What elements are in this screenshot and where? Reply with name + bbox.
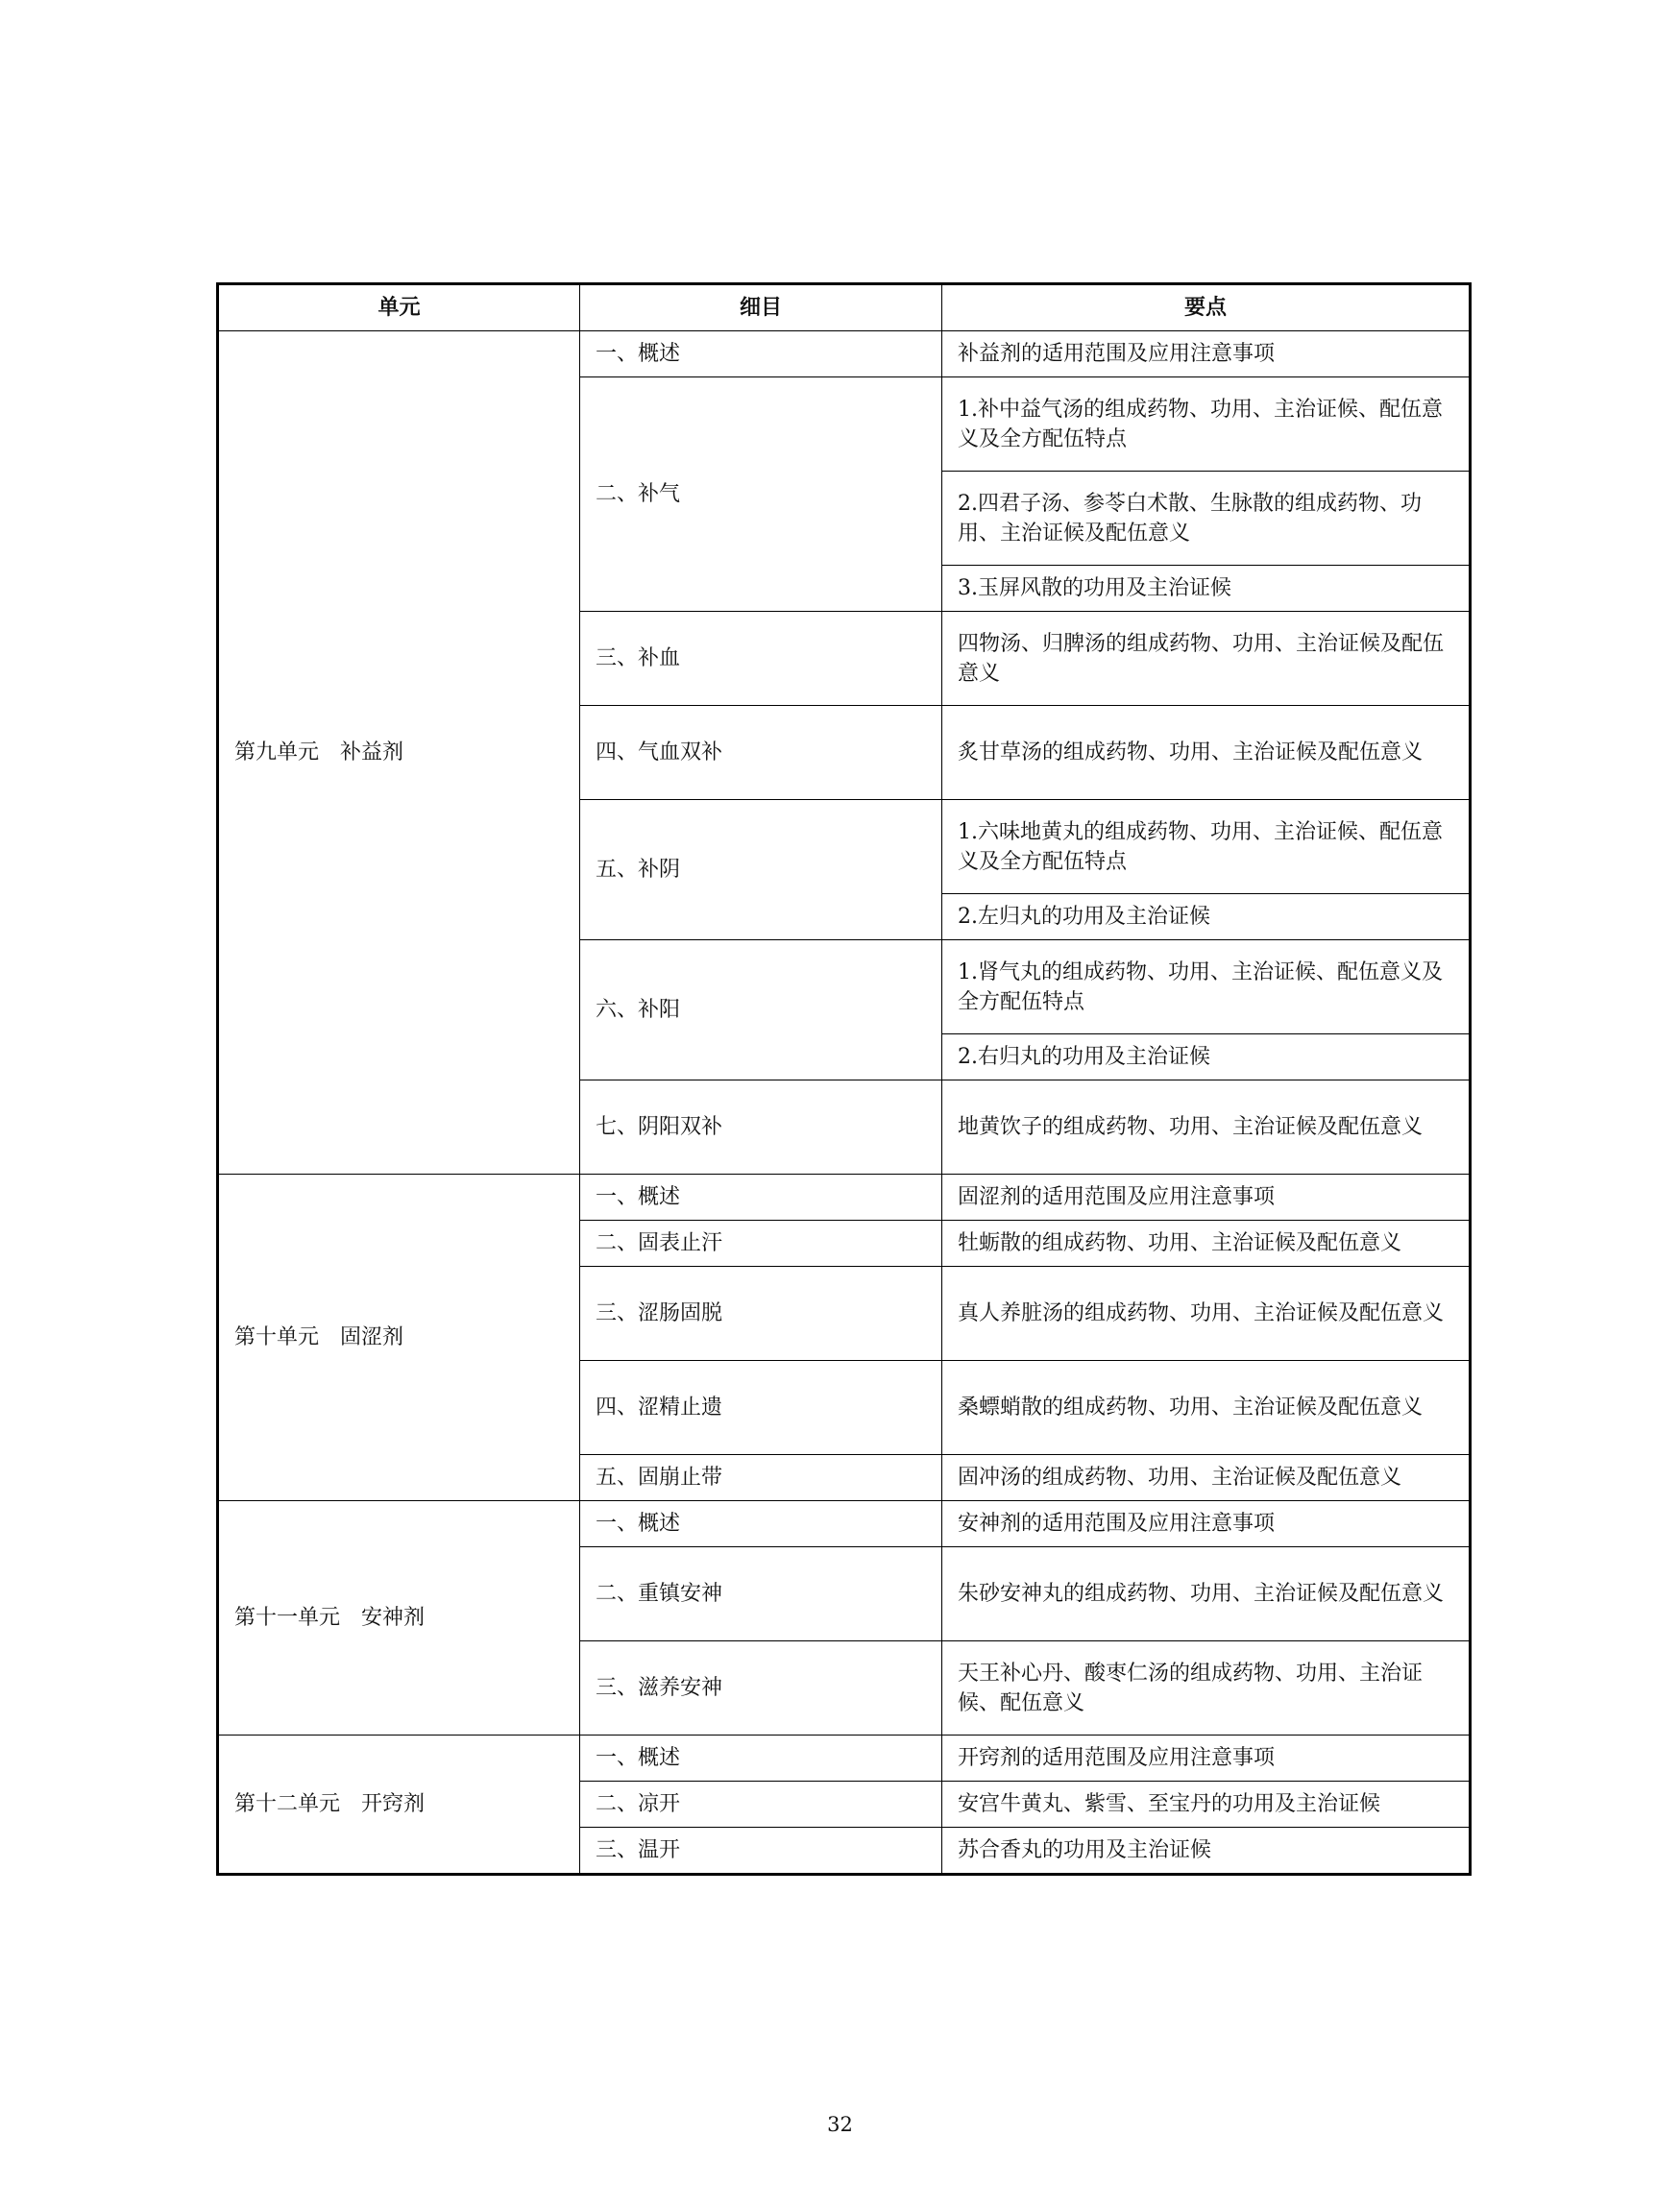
topic-cell: 六、补阳: [580, 940, 942, 1080]
point-cell: 地黄饮子的组成药物、功用、主治证候及配伍意义: [942, 1080, 1471, 1175]
header-points: 要点: [942, 284, 1471, 331]
point-cell: 桑螵蛸散的组成药物、功用、主治证候及配伍意义: [942, 1361, 1471, 1455]
unit-cell: 第十单元 固涩剂: [218, 1175, 580, 1501]
point-cell: 天王补心丹、酸枣仁汤的组成药物、功用、主治证候、配伍意义: [942, 1641, 1471, 1736]
topic-cell: 七、阴阳双补: [580, 1080, 942, 1175]
header-unit: 单元: [218, 284, 580, 331]
topic-cell: 二、固表止汗: [580, 1221, 942, 1267]
syllabus-table: [216, 282, 1472, 1876]
topic-cell: 二、补气: [580, 377, 942, 612]
point-cell: 1.六味地黄丸的组成药物、功用、主治证候、配伍意义及全方配伍特点: [942, 800, 1471, 894]
table-body: [218, 331, 1471, 1875]
topic-cell: 五、补阴: [580, 800, 942, 940]
unit-cell: 第九单元 补益剂: [218, 331, 580, 1175]
point-cell: 开窍剂的适用范围及应用注意事项: [942, 1736, 1471, 1782]
unit-cell: 第十二单元 开窍剂: [218, 1736, 580, 1875]
table-header: [218, 284, 1471, 331]
topic-cell: 五、固崩止带: [580, 1455, 942, 1501]
point-cell: 安神剂的适用范围及应用注意事项: [942, 1501, 1471, 1547]
header-row: [218, 284, 1471, 331]
point-cell: 固涩剂的适用范围及应用注意事项: [942, 1175, 1471, 1221]
topic-cell: 二、凉开: [580, 1782, 942, 1828]
topic-cell: 一、概述: [580, 1501, 942, 1547]
topic-cell: 三、补血: [580, 612, 942, 706]
topic-cell: 一、概述: [580, 331, 942, 377]
table-row: [218, 1501, 1471, 1547]
point-cell: 安宫牛黄丸、紫雪、至宝丹的功用及主治证候: [942, 1782, 1471, 1828]
point-cell: 1.补中益气汤的组成药物、功用、主治证候、配伍意义及全方配伍特点: [942, 377, 1471, 472]
topic-cell: 四、涩精止遗: [580, 1361, 942, 1455]
point-cell: 四物汤、归脾汤的组成药物、功用、主治证候及配伍意义: [942, 612, 1471, 706]
topic-cell: 三、涩肠固脱: [580, 1267, 942, 1361]
unit-cell: 第十一单元 安神剂: [218, 1501, 580, 1736]
topic-cell: 四、气血双补: [580, 706, 942, 800]
point-cell: 2.右归丸的功用及主治证候: [942, 1034, 1471, 1080]
topic-cell: 三、滋养安神: [580, 1641, 942, 1736]
point-cell: 2.左归丸的功用及主治证候: [942, 894, 1471, 940]
header-topic: 细目: [580, 284, 942, 331]
point-cell: 苏合香丸的功用及主治证候: [942, 1828, 1471, 1875]
point-cell: 朱砂安神丸的组成药物、功用、主治证候及配伍意义: [942, 1547, 1471, 1641]
topic-cell: 二、重镇安神: [580, 1547, 942, 1641]
table-row: [218, 1175, 1471, 1221]
page-number: 32: [827, 2113, 853, 2136]
topic-cell: 三、温开: [580, 1828, 942, 1875]
point-cell: 牡蛎散的组成药物、功用、主治证候及配伍意义: [942, 1221, 1471, 1267]
topic-cell: 一、概述: [580, 1175, 942, 1221]
table-row: [218, 1736, 1471, 1782]
topic-cell: 一、概述: [580, 1736, 942, 1782]
point-cell: 补益剂的适用范围及应用注意事项: [942, 331, 1471, 377]
point-cell: 炙甘草汤的组成药物、功用、主治证候及配伍意义: [942, 706, 1471, 800]
point-cell: 3.玉屏风散的功用及主治证候: [942, 566, 1471, 612]
point-cell: 1.肾气丸的组成药物、功用、主治证候、配伍意义及全方配伍特点: [942, 940, 1471, 1034]
point-cell: 2.四君子汤、参苓白术散、生脉散的组成药物、功用、主治证候及配伍意义: [942, 472, 1471, 566]
table-row: [218, 331, 1471, 377]
point-cell: 真人养脏汤的组成药物、功用、主治证候及配伍意义: [942, 1267, 1471, 1361]
point-cell: 固冲汤的组成药物、功用、主治证候及配伍意义: [942, 1455, 1471, 1501]
